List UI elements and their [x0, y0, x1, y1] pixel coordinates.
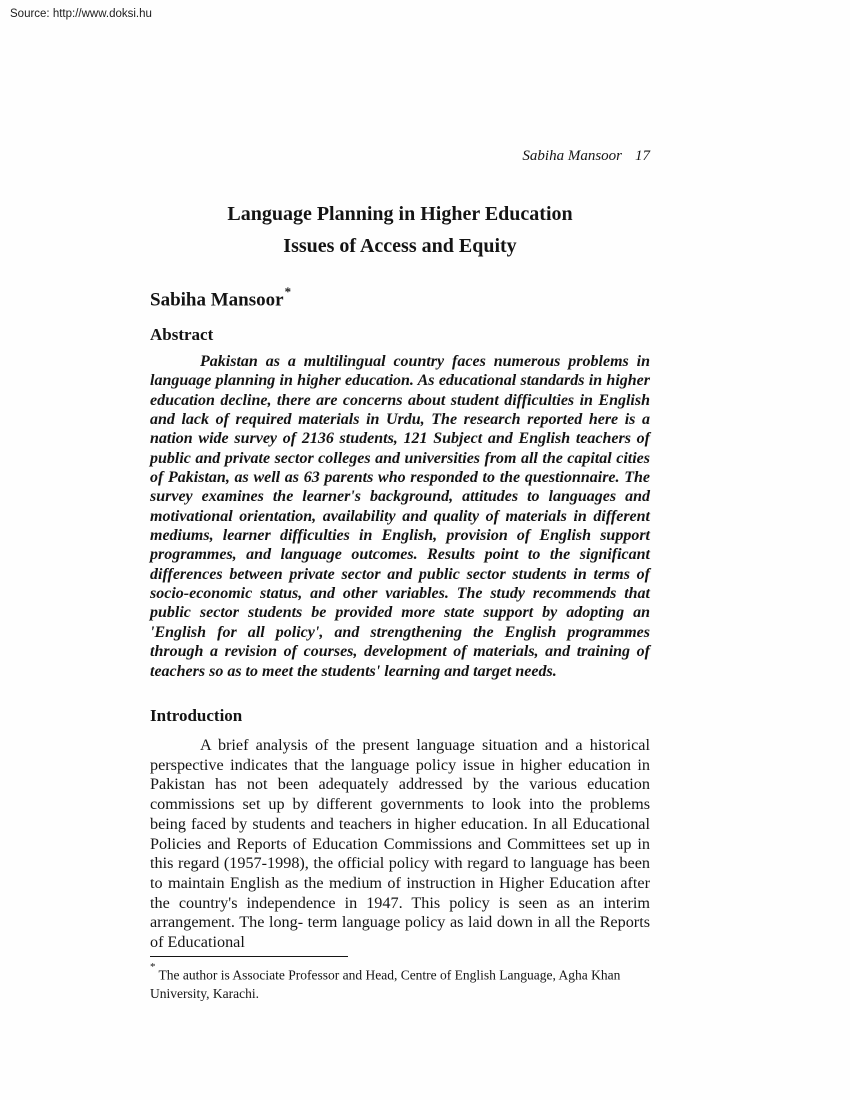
- paper-title-line-2: Issues of Access and Equity: [283, 234, 517, 257]
- source-url-note: Source: http://www.doksi.hu: [10, 8, 152, 20]
- footnote-separator-rule: [150, 956, 348, 957]
- footnote: [150, 962, 650, 1004]
- introduction-heading: Introduction: [150, 706, 243, 725]
- running-header: [150, 148, 650, 165]
- abstract-heading: Abstract: [150, 325, 214, 344]
- footnote-text: The author is Associate Professor and Head, Centre of English Language, Agha Khan University, Karachi.: [150, 967, 621, 1001]
- author-line: [150, 286, 290, 311]
- author-footnote-mark: *: [284, 284, 292, 299]
- running-header-author: Sabiha Mansoor: [522, 148, 622, 164]
- introduction-paragraph: A brief analysis of the present language situation and a historical perspective indicates that the language policy issue in higher education in Pakistan has not been adequately addressed by the various education commissions set up by different governments to look into the problems being faced by students and teachers in higher education. In all Educational Policies and Reports of Education Commissions and Committees set up in this regard (1957-1998), the official policy with regard to language has been to maintain English as the medium of instruction in Higher Education after the country's independence in 1947. This policy is seen as an interim arrangement. The long- term language policy as laid down in all the Reports of Educational: [150, 736, 650, 952]
- running-header-page-number: 17: [635, 148, 650, 164]
- footnote-mark: *: [150, 961, 156, 973]
- author-name: Sabiha Mansoor: [150, 289, 284, 311]
- paper-title: [150, 199, 650, 262]
- abstract-paragraph: Pakistan as a multilingual country faces numerous problems in language planning in higher education. As educational standards in higher education decline, there are concerns about student difficulties in English and lack of required materials in Urdu, The research reported here is a nation wide survey of 2136 students, 121 Subject and English teachers of public and private sector colleges and universities from all the capital cities of Pakistan, as well as 63 parents who responded to the questionnaire. The survey examines the learner's background, attitudes to languages and motivational orientation, availability and quality of materials in different mediums, learner difficulties in English, provision of English support programmes, and language outcomes. Results point to the significant differences between private sector and public sector students in terms of socio-economic status, and other variables. The study recommends that public sector students be provided more state support by adopting an 'English for all policy', and strengthening the English programmes through a revision of courses, development of materials, and training of teachers so as to meet the students' learning and target needs.: [150, 353, 650, 680]
- paper-title-line-1: Language Planning in Higher Education: [227, 203, 573, 225]
